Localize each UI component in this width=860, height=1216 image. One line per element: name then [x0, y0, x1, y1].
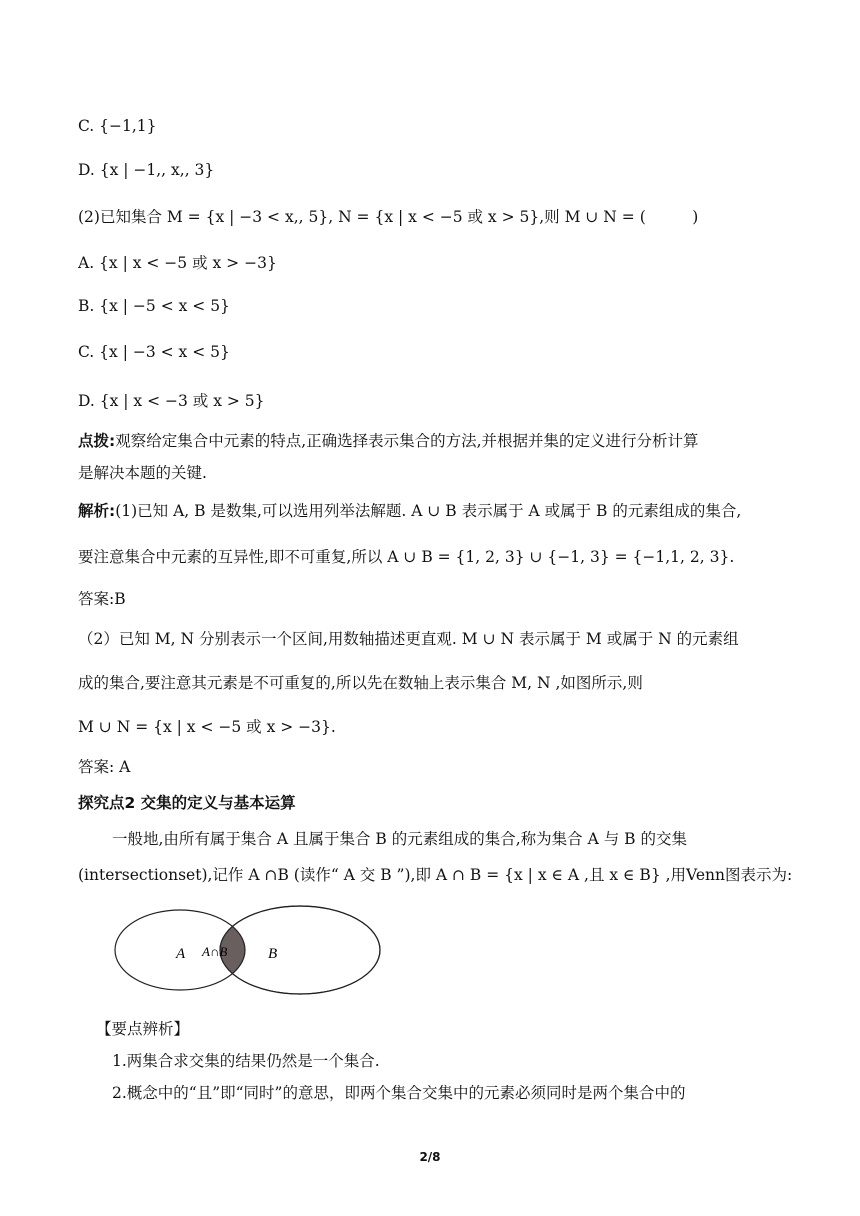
analysis-p2-line-1: （2）已知 M, N 分别表示一个区间,用数轴描述更直观. M ∪ N 表示属于 M 或属于 N 的元素组: [78, 630, 739, 648]
answer-2: 答案: A: [78, 758, 131, 776]
question-2: (2)已知集合 M = {x | −3 < x,, 5}, N = {x | x < −5 或 x > 5},则 M ∪ N = ( ): [78, 208, 699, 226]
analysis-text-1: (1)已知 A, B 是数集,可以选用列举法解题. A ∪ B 表示属于 A 或属于 B 的元素组成的集合,: [115, 502, 742, 520]
option-c: C. {x | −3 < x < 5}: [78, 343, 230, 361]
option-d: D. {x | −1,, x,, 3}: [78, 161, 215, 179]
page-number: 2/8: [419, 1150, 441, 1164]
analysis-p2-line-3: M ∪ N = {x | x < −5 或 x > −3}.: [78, 718, 336, 736]
hint-line-1: [78, 429, 699, 451]
hint-text-1: 观察给定集合中元素的特点,正确选择表示集合的方法,并根据并集的定义进行分析计算: [115, 432, 699, 450]
section-title: 探究点2 交集的定义与基本运算: [78, 794, 296, 812]
analysis-label: 解析:: [78, 502, 116, 520]
option-c: C. {−1,1}: [78, 117, 157, 135]
points-item-1: 1.两集合求交集的结果仍然是一个集合.: [112, 1052, 380, 1070]
section-para-2: (intersectionset),记作 A ∩B (读作“ A 交 B ”),即 A ∩ B = {x | x ∈ A ,且 x ∈ B} ,用Venn图表示为:: [78, 866, 793, 884]
option-d: D. {x | x < −3 或 x > 5}: [78, 392, 265, 410]
points-title: 【要点辨析】: [96, 1020, 190, 1038]
hint-line-2: 是解决本题的关键.: [78, 464, 207, 482]
option-a: A. {x | x < −5 或 x > −3}: [78, 254, 277, 272]
set-a-label: A: [176, 946, 186, 962]
points-item-2: 2.概念中的“且”即“同时”的意思，即两个集合交集中的元素必须同时是两个集合中的: [112, 1084, 686, 1102]
section-para-1: 一般地,由所有属于集合 A 且属于集合 B 的元素组成的集合,称为集合 A 与 B 的交集: [112, 830, 687, 848]
answer-1: 答案:B: [78, 590, 126, 608]
venn-diagram: [112, 900, 382, 1000]
set-b-label: B: [268, 946, 278, 962]
analysis-line-2: 要注意集合中元素的互异性,即不可重复,所以 A ∪ B = {1, 2, 3} ∪ {−1, 3} = {−1,1, 2, 3}.: [78, 548, 735, 566]
hint-label: 点拨:: [78, 432, 116, 450]
analysis-line-1: [78, 499, 741, 521]
intersection-label: A∩B: [202, 944, 228, 959]
option-b: B. {x | −5 < x < 5}: [78, 297, 230, 315]
analysis-p2-line-2: 成的集合,要注意其元素是不可重复的,所以先在数轴上表示集合 M, N ,如图所示,则: [78, 674, 643, 692]
